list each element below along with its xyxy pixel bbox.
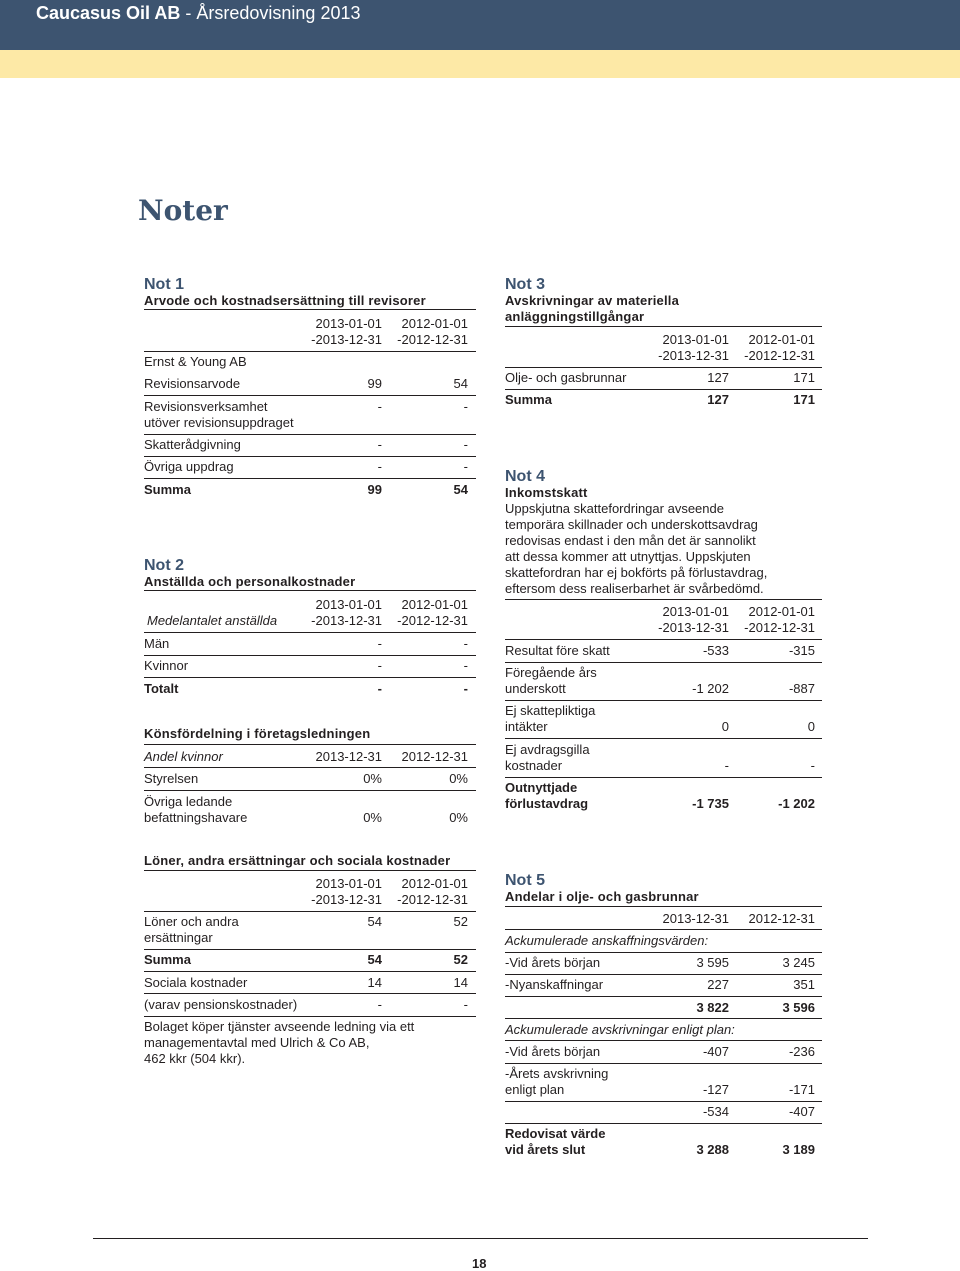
table-row: Revisionsverksamhet utöver revisionsuppdraget - -: [144, 399, 468, 430]
header-stripe: [0, 50, 960, 78]
note-4-number: Not 4: [505, 468, 545, 485]
salaries-col2-header: 2012-01-01 -2012-12-31: [397, 876, 468, 907]
note-3-title: Avskrivningar av materiella anläggningstillgångar: [505, 293, 680, 324]
note-4-col2-header: 2012-01-01 -2012-12-31: [744, 604, 815, 635]
note-4-title: Inkomstskatt: [505, 485, 588, 500]
note-3-number: Not 3: [505, 276, 545, 293]
sum-row: Summa 127 171: [505, 392, 815, 407]
table-row: (varav pensionskostnader) - -: [144, 997, 468, 1012]
table-row: Skatterådgivning - -: [144, 437, 468, 452]
page-title: Noter: [138, 194, 228, 227]
note-1-col2-header: 2012-01-01 -2012-12-31: [397, 316, 468, 347]
note-5-number: Not 5: [505, 872, 545, 889]
table-row: -Vid årets början 3 595 3 245: [505, 955, 815, 970]
note-1-col1-header: 2013-01-01 -2013-12-31: [311, 316, 382, 347]
average-employees-label: Medelantalet anställda: [147, 613, 278, 628]
table-row: Resultat före skatt -533 -315: [505, 643, 815, 658]
sum-row: Summa 54 52: [144, 952, 468, 967]
table-row: Övriga uppdrag - -: [144, 459, 468, 474]
table-row: -Årets avskrivning enligt plan -127 -171: [505, 1066, 815, 1097]
table-row: Styrelsen 0% 0%: [144, 771, 468, 786]
note-1: [144, 276, 470, 497]
table-row: -Nyanskaffningar 227 351: [505, 977, 815, 992]
table-row: Ej avdragsgilla kostnader - -: [505, 742, 815, 773]
gender-title: Könsfördelning i företagsledningen: [144, 726, 371, 741]
table-row: Män - -: [144, 636, 468, 651]
table-row: Sociala kostnader 14 14: [144, 975, 468, 990]
note-3-col1-header: 2013-01-01 -2013-12-31: [658, 332, 729, 363]
salaries-col1-header: 2013-01-01 -2013-12-31: [311, 876, 382, 907]
note-4-col1-header: 2013-01-01 -2013-12-31: [658, 604, 729, 635]
note-4-text: Uppskjutna skattefordringar avseende temporära skillnader och underskottsavdrag redovisas endast i den mån det är sannolikt att dessa kommer att utnyttjas. Uppskjuten skattefordran har ej bokförts på förlustavdrag, eftersom dess realiserbarhet är svårbedömd.: [505, 501, 768, 596]
note-1-group: Ernst & Young AB: [144, 354, 247, 369]
table-row: Kvinnor - -: [144, 658, 468, 673]
salaries-section: [144, 853, 470, 1066]
note-3: [505, 276, 815, 407]
note-2-col2-header: 2012-01-01 -2012-12-31: [397, 597, 468, 628]
table-row: Revisionsarvode 99 54: [144, 376, 468, 391]
acquisition-values-label: Ackumulerade anskaffningsvärden:: [505, 933, 709, 948]
note-5-title: Andelar i olje- och gasbrunnar: [505, 889, 699, 904]
total-row: Outnyttjade förlustavdrag -1 735 -1 202: [505, 780, 815, 811]
table-row: Löner och andra ersättningar 54 52: [144, 914, 468, 945]
note-2: [144, 557, 470, 825]
depreciation-label: Ackumulerade avskrivningar enligt plan:: [505, 1022, 735, 1037]
note-4: [505, 468, 815, 811]
total-row: Totalt - -: [144, 681, 468, 696]
note-2-col1-header: 2013-01-01 -2013-12-31: [311, 597, 382, 628]
table-row: Olje- och gasbrunnar 127 171: [505, 370, 815, 385]
page-number: 18: [472, 1256, 487, 1271]
salaries-note: Bolaget köper tjänster avseende ledning via ett managementavtal med Ulrich & Co AB, 462 kkr (504 kkr).: [144, 1019, 415, 1066]
table-row: Föregående års underskott -1 202 -887: [505, 665, 815, 696]
note-2-title: Anställda och personalkostnader: [144, 574, 356, 589]
salaries-title: Löner, andra ersättningar och sociala kostnader: [144, 853, 451, 868]
note-5: Not 5 Andelar i olje- och gasbrunnar 2013-12-31 2012-12-31 Ackumulerade anskaffningsvärden: -Vid årets början 3 595 3 245 -Nyanskaffningar 227 351 3 822 3 596 Ackumulerade avskrivningar enligt plan: -Vid årets början -407 -236 -Årets avskrivning enligt plan -127 -171 -534 -407 Redovisat värde vid årets slut 3 288 3 189: [505, 872, 815, 905]
table-row: Övriga ledande befattningshavare 0% 0%: [144, 794, 468, 825]
table-row: Ej skattepliktiga intäkter 0 0: [505, 703, 815, 734]
report-name: - Årsredovisning 2013: [180, 3, 361, 23]
note-2-number: Not 2: [144, 557, 184, 574]
footer-divider: [93, 1238, 868, 1239]
note-1-title: Arvode och kostnadsersättning till revisorer: [144, 293, 426, 308]
table-row: -Vid årets början -407 -236: [505, 1044, 815, 1059]
note-1-number: Not 1: [144, 276, 184, 293]
document-title: [36, 4, 361, 22]
company-name: Caucasus Oil AB: [36, 3, 181, 23]
header-bar: [0, 0, 960, 50]
note-3-col2-header: 2012-01-01 -2012-12-31: [744, 332, 815, 363]
sum-row: Summa 99 54: [144, 482, 468, 497]
gender-header-row: Andel kvinnor 2013-12-31 2012-12-31: [144, 749, 468, 764]
total-row: Redovisat värde vid årets slut 3 288 3 189: [505, 1126, 815, 1157]
